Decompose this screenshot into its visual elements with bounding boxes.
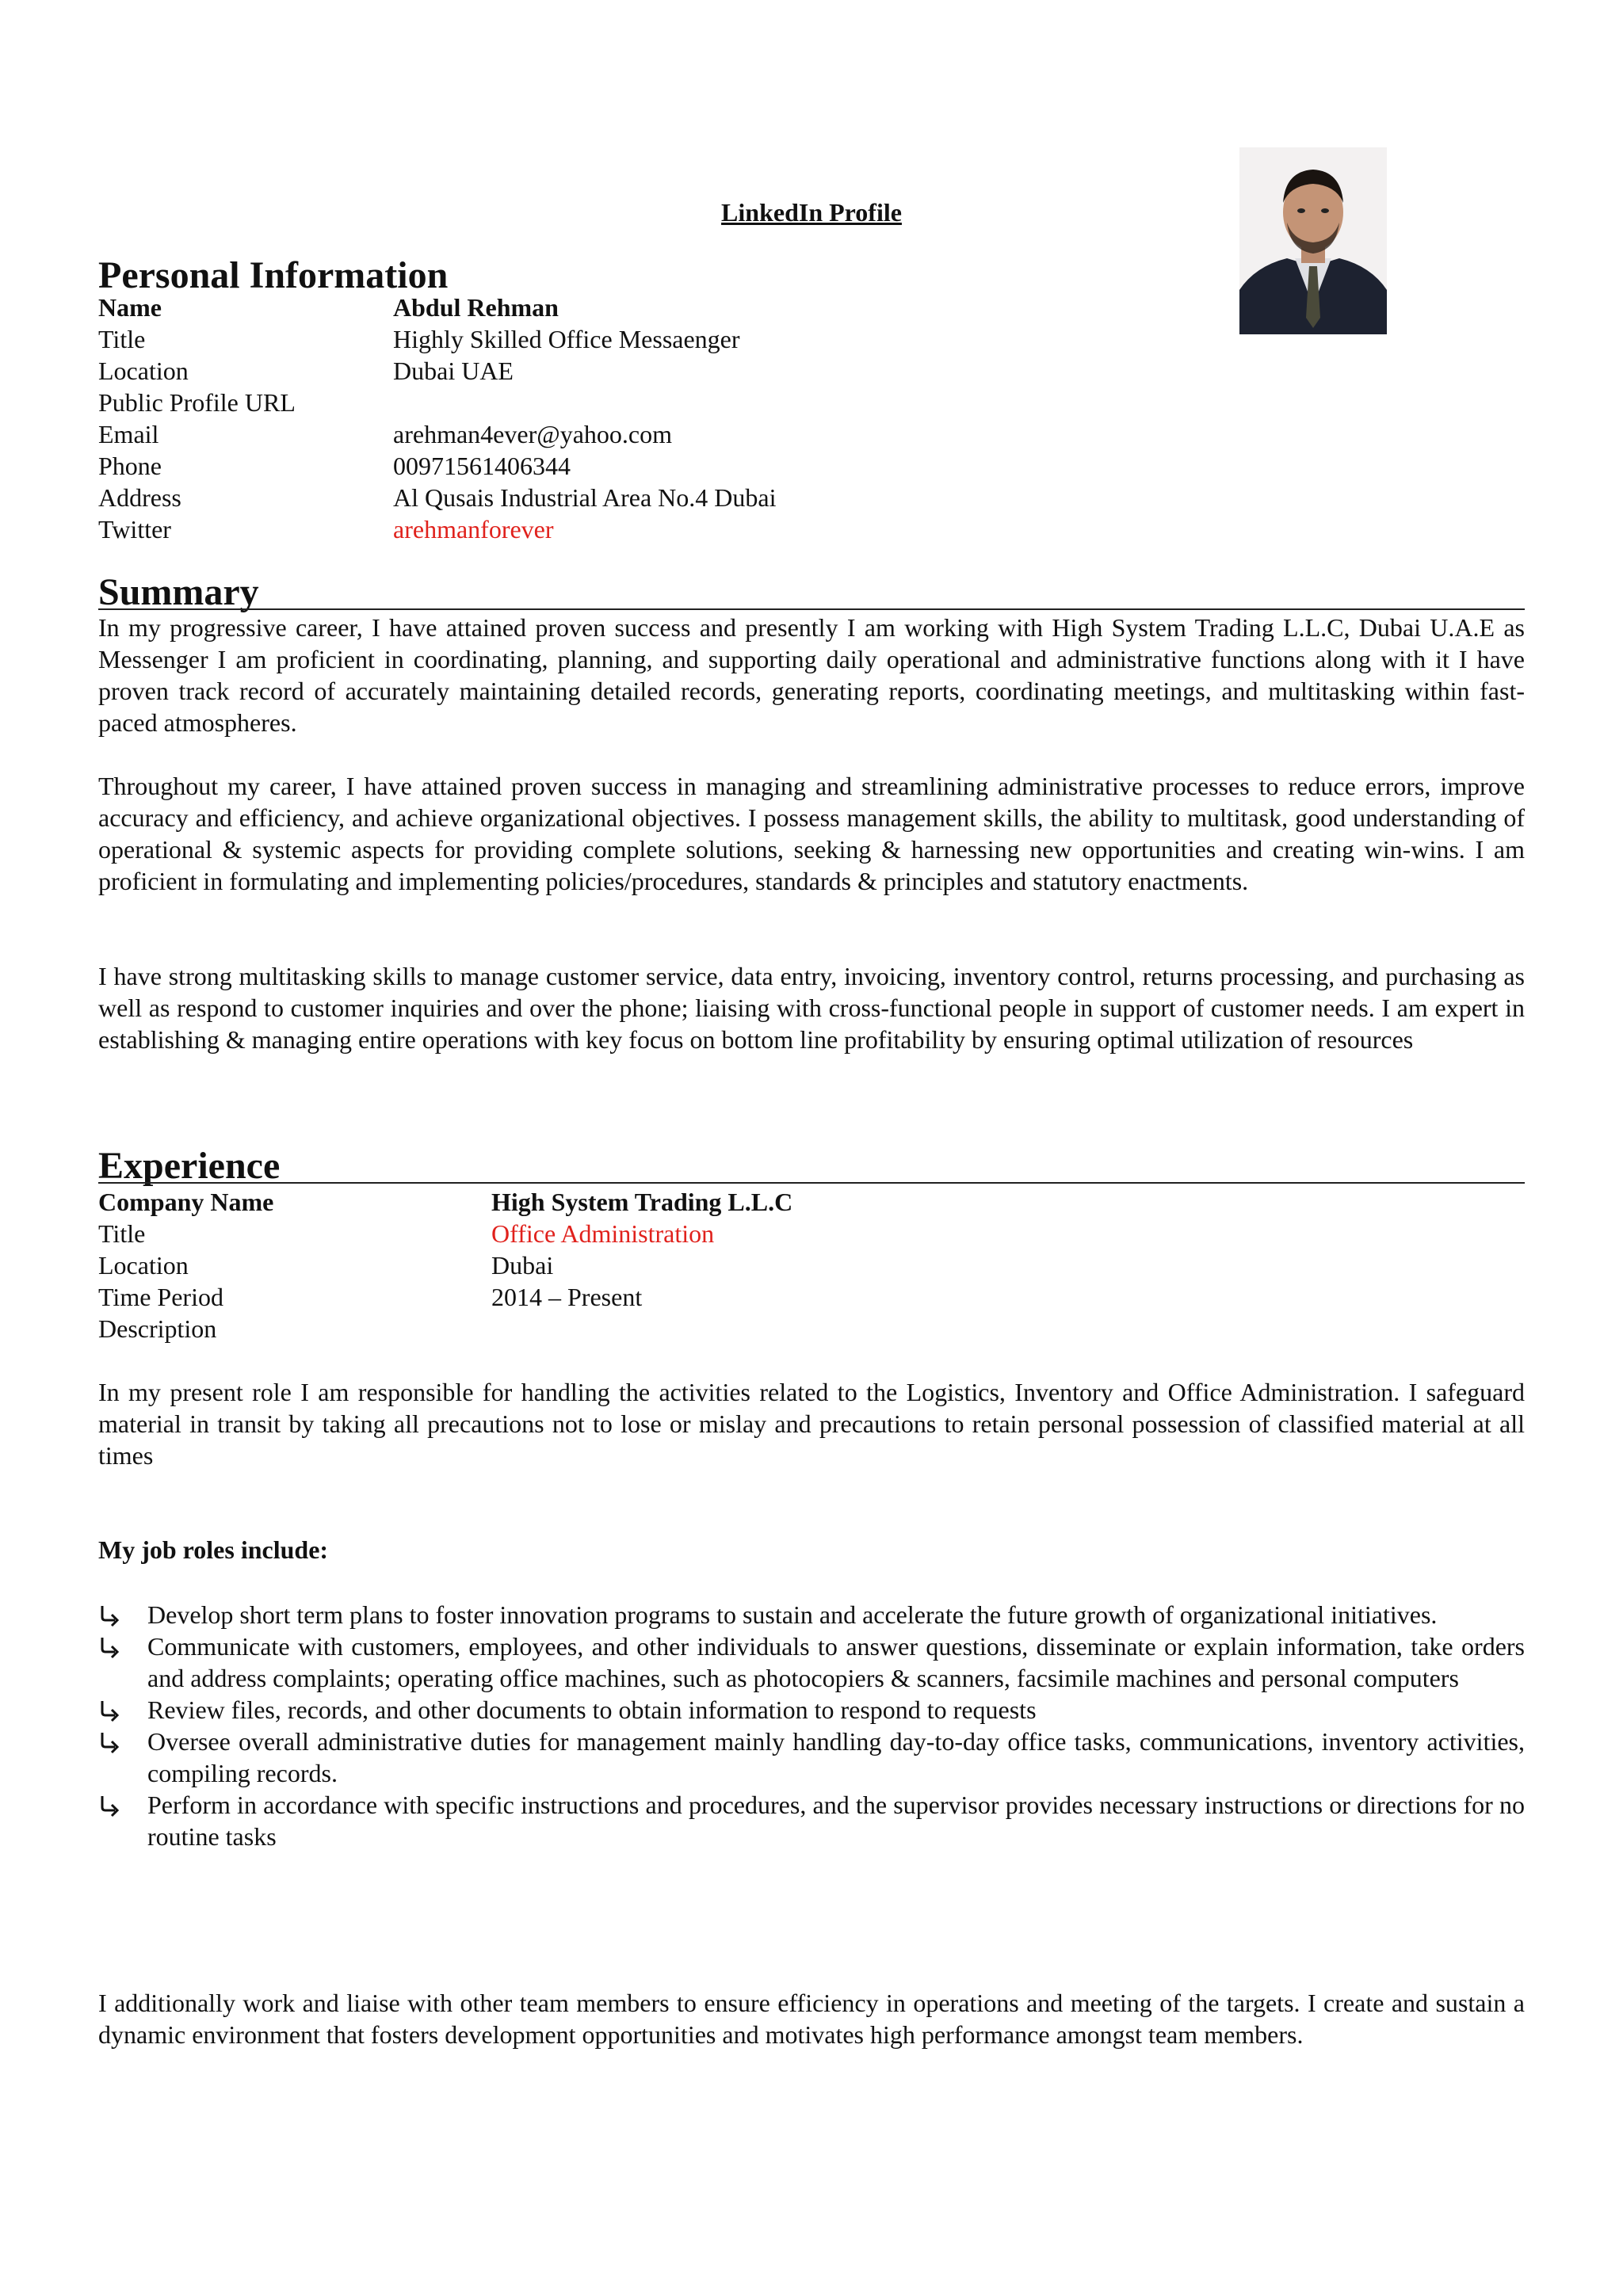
arrow-bullet-icon: [98, 1730, 122, 1754]
phone-value: 00971561406344: [393, 452, 571, 480]
job-title-row: [98, 1218, 1287, 1249]
closing-paragraph: I additionally work and liaise with other team members to ensure efficiency in operations and meeting of the targets. I create and sustain a dynamic environment that fosters development opportunities and motivates high performance amongst team members.: [98, 1989, 1525, 2049]
email-label: Email: [98, 420, 159, 448]
list-item: [98, 1694, 1525, 1726]
job-location-row: [98, 1249, 1287, 1281]
summary-paragraph-3: I have strong multitasking skills to manage customer service, data entry, invoicing, inventory control, returns processing, and purchasing as well as respond to customer inquiries and over the phone; liaising with cross-functional people in support of customer needs. I am expert in establishing & managing entire operations with key focus on bottom line profitability by ensuring optimal utilization of resources: [98, 962, 1525, 1054]
email-value[interactable]: arehman4ever@yahoo.com: [393, 420, 672, 448]
job-role-text: Develop short term plans to foster innovation programs to sustain and accelerate the future growth of organizational initiatives.: [147, 1600, 1438, 1629]
summary-divider: [98, 608, 1525, 610]
profile-url-label: Public Profile URL: [98, 388, 296, 417]
arrow-bullet-icon: [98, 1635, 122, 1659]
title-label: Title: [98, 325, 146, 353]
experience-divider: [98, 1182, 1525, 1184]
address-label: Address: [98, 483, 181, 512]
twitter-row: [98, 513, 1287, 545]
company-row: [98, 1186, 1287, 1218]
name-label: Name: [98, 293, 162, 322]
list-item: [98, 1630, 1525, 1694]
twitter-link[interactable]: arehmanforever: [393, 515, 554, 543]
job-location-label: Location: [98, 1251, 189, 1280]
phone-row: [98, 450, 1287, 482]
company-label: Company Name: [98, 1188, 274, 1216]
arrow-bullet-icon: [98, 1794, 122, 1817]
email-row: [98, 418, 1287, 450]
summary-paragraph-1: In my progressive career, I have attained proven success and presently I am working with High System Trading L.L.C, Dubai U.A.E as Messenger I am proficient in coordinating, planning, and supporting daily operational and administrative functions along with it I have proven track record of accurately maintaining detailed records, generating reports, coordinating meetings, and multitasking within fast-paced atmospheres.: [98, 613, 1525, 737]
location-row: [98, 355, 1287, 387]
list-item: [98, 1789, 1525, 1852]
experience-description: In my present role I am responsible for handling the activities related to the Logistics, Inventory and Office Administration. I safeguard material in transit by taking all precautions not to lose or mislay and precautions to retain personal possession of classified material at all times: [98, 1378, 1525, 1470]
job-location-value: Dubai: [491, 1251, 554, 1280]
address-value: Al Qusais Industrial Area No.4 Dubai: [393, 483, 777, 512]
address-row: [98, 482, 1287, 513]
summary-heading: Summary: [98, 571, 259, 613]
job-role-text: Perform in accordance with specific instructions and procedures, and the supervisor provides necessary instructions or directions for no routine tasks: [147, 1791, 1525, 1851]
description-row: [98, 1313, 1287, 1344]
job-role-text: Oversee overall administrative duties for management mainly handling day-to-day office tasks, communications, inventory activities, compiling records.: [147, 1727, 1525, 1787]
location-value: Dubai UAE: [393, 357, 514, 385]
name-row: [98, 292, 1287, 323]
location-label: Location: [98, 357, 189, 385]
time-period-row: [98, 1281, 1287, 1313]
summary-paragraph-2: Throughout my career, I have attained proven success in managing and streamlining administrative processes to reduce errors, improve accuracy and efficiency, and achieve organizational objectives. I possess management skills, the ability to multitask, good understanding of operational & systemic aspects for providing complete solutions, seeking & harnessing new opportunities and creating win-wins. I am proficient in formulating and implementing policies/procedures, standards & principles and statutory enactments.: [98, 772, 1525, 895]
phone-label: Phone: [98, 452, 162, 480]
list-item: [98, 1726, 1525, 1789]
job-roles-list: [98, 1599, 1525, 1852]
job-role-text: Review files, records, and other documents to obtain information to respond to requests: [147, 1695, 1037, 1724]
description-label: Description: [98, 1314, 217, 1343]
job-title-label: Title: [98, 1219, 146, 1248]
experience-heading: Experience: [98, 1145, 281, 1187]
job-role-text: Communicate with customers, employees, and other individuals to answer questions, disseminate or explain information, take orders and address complaints; operating office machines, such as photocopiers & scanners, facsimile machines and personal computers: [147, 1632, 1525, 1692]
twitter-label: Twitter: [98, 515, 171, 543]
company-value: High System Trading L.L.C: [491, 1188, 793, 1216]
job-title-value[interactable]: Office Administration: [491, 1219, 715, 1248]
arrow-bullet-icon: [98, 1604, 122, 1627]
title-row: [98, 323, 1287, 355]
personal-info-heading: Personal Information: [98, 254, 449, 296]
list-item: [98, 1599, 1525, 1630]
document-title: LinkedIn Profile: [721, 198, 902, 227]
time-period-label: Time Period: [98, 1283, 223, 1311]
arrow-bullet-icon: [98, 1699, 122, 1722]
profile-url-row: [98, 387, 1287, 418]
title-value: Highly Skilled Office Messaenger: [393, 325, 740, 353]
time-period-value: 2014 – Present: [491, 1283, 643, 1311]
name-value: Abdul Rehman: [393, 293, 559, 322]
job-roles-heading: My job roles include:: [98, 1535, 329, 1564]
